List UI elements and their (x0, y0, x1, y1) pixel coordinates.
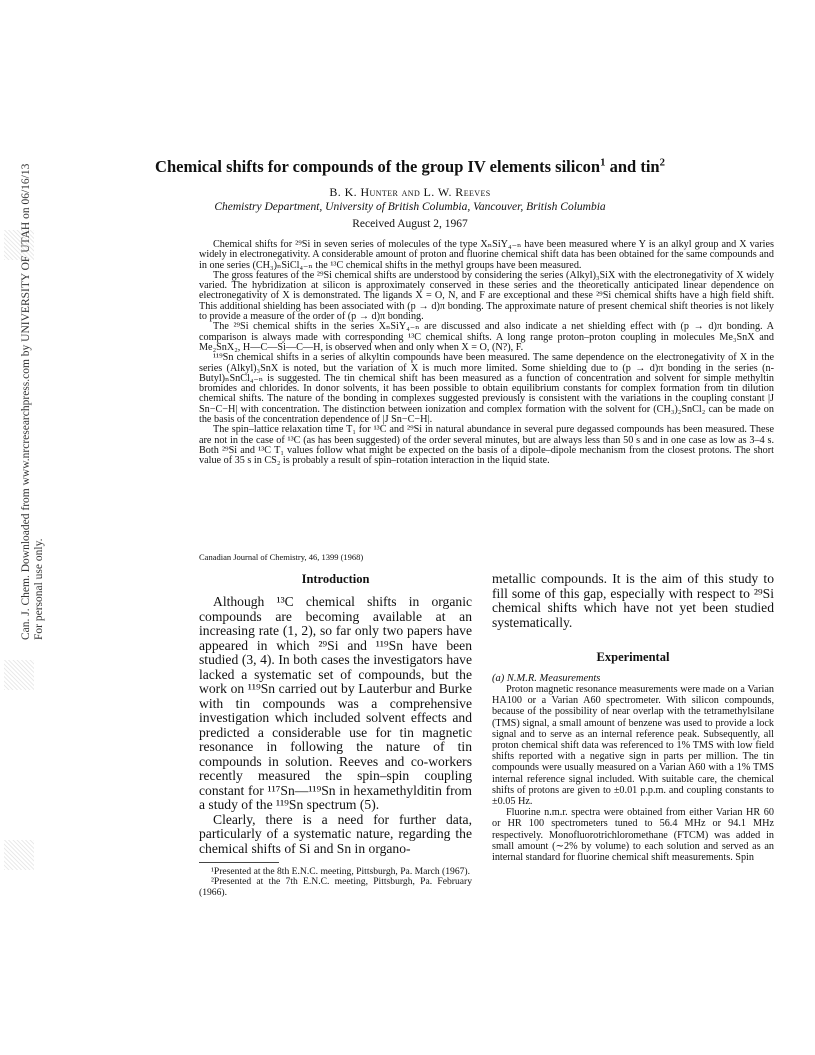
abstract-paragraph: The gross features of the ²⁹Si chemical shifts are understood by considering the series (Alkyl)₃SiX with the electronegativity of X widely varied. The hybridization at silicon is approximately conserved in these series and the theoretically anticipated linear dependence on electronegativity of X is demonstrated. The ligands X = O, N, and F are exceptional and these ²⁹Si chemical shifts have a high field shift. This additional shielding has been associated with (p → d)π bonding. The approximate nature of present chemical shift theories is not likely to provide a measure of the order of (p → d)π bonding. (199, 269, 774, 323)
abstract (199, 240, 774, 467)
intro-paragraph-continued: metallic compounds. It is the aim of this study to fill some of this gap, especially with respect to ²⁹Si chemical shifts which have not yet been studied systematically. (492, 571, 774, 630)
journal-citation: Canadian Journal of Chemistry, 46, 1399 (1968) (199, 552, 364, 562)
download-notice-line1: Can. J. Chem. Downloaded from www.nrcresearchpress.com by UNIVERSITY OF UTAH on 06/16/13 (20, 163, 32, 640)
scan-speckle (4, 840, 34, 870)
download-sidebar (0, 0, 45, 1055)
left-column (199, 572, 472, 898)
download-notice (20, 164, 46, 640)
author1-initials: B. K. (329, 185, 361, 199)
author2-surname: Reeves (455, 185, 491, 199)
right-column (492, 572, 774, 863)
title-main: Chemical shifts for compounds of the group IV elements silicon (155, 157, 601, 176)
experimental-paragraph: Fluorine n.m.r. spectra were obtained from either Varian HR 60 or HR 100 spectrometers tuned to 56.4 MHz or 94.1 MHz respectively. Monofluorotrichloromethane (FTCM) was added in small amount (∼2% by volume) to each solution and served as an internal standard for fluorine chemical shift measurements. Spin (492, 807, 774, 864)
abstract-paragraph: ¹¹⁹Sn chemical shifts in a series of alkyltin compounds have been measured. The same dependence on the electronegativity of X in the series (Alkyl)₃SnX is noted, but the variation of X is much more limited. Some shielding due to (p → d)π bonding in the series (n-Butyl)ₙSnCl₄₋ₙ is suggested. The tin chemical shift has been measured as a function of concentration and solvent for simple methyltin bromides and chlorides. In donor solvents, it has been possible to obtain equilibrium constants for complex formation from tin dilution chemical shifts. The nature of the bonding in complexes suggested previously is consistent with the variations in the coupling constant |J Sn−C−H| with concentration. The distinction between ionization and complex formation with the solvent for (CH₃)₂SnCl₂ can be made on the basis of the concentration dependence of |J Sn−C−H|. (199, 352, 774, 426)
intro-paragraph: Although ¹³C chemical shifts in organic compounds are becoming available at an increasing rate (1, 2), so far only two papers have appeared in which ²⁹Si and ¹¹⁹Sn have been studied (3, 4). In both cases the investigators have lacked a systematic set of compounds, but the work on ¹¹⁹Sn carried out by Lauterbur and Burke with tin compounds was a comprehensive investigation which included solvent effects and predicted a considerable use for tin magnetic resonance in following the nature of tin compounds in solution. Reeves and co-workers recently measured the spin–spin coupling constant for ¹¹⁷Sn—¹¹⁹Sn in hexamethylditin from a study of the ¹¹⁹Sn spectrum (5). (199, 594, 472, 812)
author1-surname: Hunter (360, 185, 399, 199)
footnote-2: ²Presented at the 7th E.N.C. meeting, Pittsburgh, Pa. February (1966). (199, 876, 472, 898)
nmr-measurements-subheading: (a) N.M.R. Measurements (492, 673, 601, 684)
affiliation: Chemistry Department, University of British Columbia, Vancouver, British Columbia (214, 201, 606, 213)
experimental-paragraph: Proton magnetic resonance measurements were made on a Varian HA100 or a Varian A60 spectrometer. With silicon compounds, because of the possibility of near overlap with the tetramethylsilane (TMS) signal, a small amount of benzene was used to provide a lock signal and to serve as an internal reference peak. Subsequently, all proton chemical shift data was referenced to 1% TMS with low field shifts reported with a negative sign in parts per million. The tin compounds were usually measured on a Varian A60 with a 1% TMS internal reference signal included. With suitable care, the chemical shifts of protons are given to ±0.01 p.p.m. and coupling constants to ±0.05 Hz. (492, 684, 774, 808)
abstract-paragraph: Chemical shifts for ²⁹Si in seven series of molecules of the type XₙSiY₄₋ₙ have been measured where Y is an alkyl group and X varies widely in electronegativity. A considerable amount of proton and fluorine chemical shift data has been obtained for the same compounds and in one series (CH₃)ₙSiCl₄₋ₙ the ¹³C chemical shifts in the methyl groups have been measured. (199, 239, 774, 271)
introduction-heading: Introduction (301, 572, 370, 586)
footnote-divider (199, 862, 279, 863)
download-notice-line2: For personal use only. (33, 538, 45, 640)
abstract-paragraph: The spin–lattice relaxation time T₁ for ¹³C and ²⁹Si in natural abundance in several pure degassed compounds has been measured. These are not in the case of ¹³C (as has been suggested) of the order several minutes, but are always less than 50 s and in one case as low as 3–4 s. Both ²⁹Si and ¹³C T₁ values follow what might be expected on the basis of a dipole–dipole mechanism from the closest protons. The short value of 35 s in CS₂ is probably a result of spin–rotation interaction in the liquid state. (199, 424, 774, 467)
authors-and: and (398, 185, 424, 199)
title-footnote-mark-1: 1 (600, 156, 606, 169)
scan-speckle (4, 660, 34, 690)
abstract-paragraph: The ²⁹Si chemical shifts in the series XₙSiY₄₋ₙ are discussed and also indicate a net shielding effect with (p → d)π bonding. A comparison is always made with corresponding ¹³C chemical shifts. A long range proton–proton coupling in molecules Me₃SnX and Me₂SnX₂, H—C—Si—C—H, is observed when and only when X = O, (N?), F. (199, 321, 774, 353)
paper-title (60, 157, 760, 177)
author2-initials: L. W. (423, 185, 456, 199)
title-footnote-mark-2: 2 (659, 156, 665, 169)
intro-paragraph: Clearly, there is a need for further data, particularly of a systematic nature, regarding the chemical shifts of Si and Sn in organo- (199, 811, 472, 856)
received-date: Received August 2, 1967 (352, 218, 468, 230)
authors (60, 185, 760, 200)
experimental-heading: Experimental (596, 650, 670, 664)
title-and: and tin (605, 157, 660, 176)
footnote-1: ¹Presented at the 8th E.N.C. meeting, Pittsburgh, Pa. March (1967). (211, 866, 471, 877)
